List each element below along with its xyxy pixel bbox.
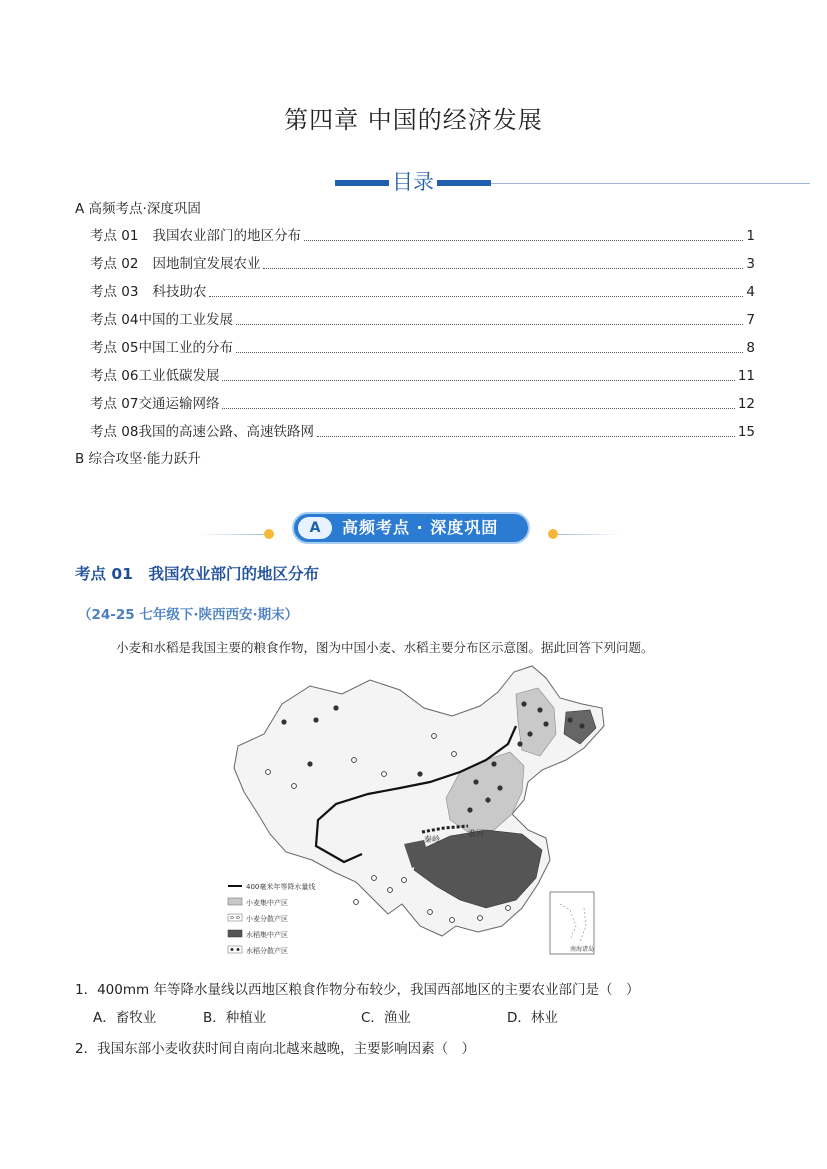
toc-header-bar-right <box>437 180 491 186</box>
legend-label: 小麦集中产区 <box>246 899 288 907</box>
map-legend <box>228 882 315 955</box>
toc-item[interactable] <box>75 390 755 418</box>
toc-item-title: 因地制宜发展农业 <box>152 256 261 272</box>
toc-section-a[interactable]: A 高频考点·深度巩固 <box>75 201 201 217</box>
toc-item-title: 中国的工业发展 <box>138 312 233 328</box>
toc-header <box>335 166 635 194</box>
option-c[interactable]: C．渔业 <box>361 1010 411 1026</box>
chapter-title: 第四章 中国的经济发展 <box>284 106 543 134</box>
toc-item-title: 我国农业部门的地区分布 <box>152 228 301 244</box>
question-2: 2．我国东部小麦收获时间自南向北越来越晚，主要影响因素（ ） <box>75 1041 476 1057</box>
toc-item-title: 我国的高速公路、高速铁路网 <box>138 424 314 440</box>
toc-leader-dots <box>236 334 743 353</box>
question-intro: 小麦和水稻是我国主要的粮食作物，图为中国小麦、水稻主要分布区示意图。据此回答下列问题。 <box>116 640 654 655</box>
toc-leader-dots <box>317 418 735 437</box>
toc-leader-dots <box>209 278 743 297</box>
toc-item-code: 考点 05 <box>90 340 139 356</box>
toc-item-page: 3 <box>746 256 755 272</box>
banner-rule-right <box>552 534 620 535</box>
knowledge-point-title: 考点 01 我国农业部门的地区分布 <box>75 565 319 583</box>
toc-header-bar-left <box>335 180 389 186</box>
question-source: （24-25 七年级下·陕西西安·期末） <box>78 607 299 623</box>
toc-leader-dots <box>304 222 743 241</box>
toc-item-code: 考点 01 <box>90 228 139 244</box>
banner-pill <box>292 512 530 544</box>
toc-item-title: 科技助农 <box>152 284 207 300</box>
toc-item-title: 交通运输网络 <box>138 396 220 412</box>
toc-leader-dots <box>263 250 743 269</box>
toc-item-page: 12 <box>737 396 755 412</box>
toc-item-page: 15 <box>737 424 755 440</box>
legend-label: 水稻分散产区 <box>246 947 288 955</box>
question-1: 1．400mm 年等降水量线以西地区粮食作物分布较少，我国西部地区的主要农业部门是（ ） <box>75 982 640 998</box>
table-of-contents <box>75 196 755 472</box>
toc-item-title: 工业低碳发展 <box>138 368 220 384</box>
toc-item[interactable] <box>75 362 755 390</box>
option-b[interactable]: B．种植业 <box>203 1010 267 1026</box>
toc-item-page: 7 <box>746 312 755 328</box>
toc-item-page: 1 <box>746 228 755 244</box>
banner-badge: A <box>298 517 332 539</box>
toc-header-label: 目录 <box>392 170 434 194</box>
toc-item-code: 考点 03 <box>90 284 139 300</box>
toc-item-code: 考点 02 <box>90 256 139 272</box>
label-huaihe: 淮河 <box>468 829 484 838</box>
toc-item[interactable] <box>75 334 755 362</box>
toc-item-code: 考点 07 <box>90 396 139 412</box>
toc-item[interactable] <box>75 278 755 306</box>
option-a[interactable]: A．畜牧业 <box>93 1010 157 1026</box>
toc-item[interactable] <box>75 306 755 334</box>
toc-item-code: 考点 08 <box>90 424 139 440</box>
legend-label: 400毫米年等降水量线 <box>246 883 316 891</box>
banner-dot-right <box>548 529 558 539</box>
toc-item-code: 考点 06 <box>90 368 139 384</box>
toc-item-title: 中国工业的分布 <box>138 340 233 356</box>
label-qinling: 秦岭 <box>424 835 440 844</box>
toc-leader-dots <box>236 306 743 325</box>
toc-item-code: 考点 04 <box>90 312 139 328</box>
toc-leader-dots <box>222 362 734 381</box>
toc-header-rule <box>485 183 810 184</box>
toc-item-page: 4 <box>746 284 755 300</box>
toc-item[interactable] <box>75 222 755 250</box>
legend-label: 水稻集中产区 <box>246 931 288 939</box>
banner-rule-left <box>200 534 270 535</box>
toc-leader-dots <box>222 390 734 409</box>
south-china-sea-inset <box>550 892 594 954</box>
section-banner <box>200 512 620 546</box>
toc-item-page: 11 <box>737 368 755 384</box>
toc-item[interactable] <box>75 418 755 446</box>
legend-label: 小麦分散产区 <box>246 915 288 923</box>
inset-label: 南海诸岛 <box>570 946 595 953</box>
banner-text: 高频考点 · 深度巩固 <box>342 518 499 537</box>
option-d[interactable]: D．林业 <box>507 1010 558 1026</box>
toc-section-b[interactable]: B 综合攻坚·能力跃升 <box>75 451 201 467</box>
banner-dot-left <box>264 529 274 539</box>
china-crop-map <box>224 664 612 964</box>
toc-item[interactable] <box>75 250 755 278</box>
toc-item-page: 8 <box>746 340 755 356</box>
